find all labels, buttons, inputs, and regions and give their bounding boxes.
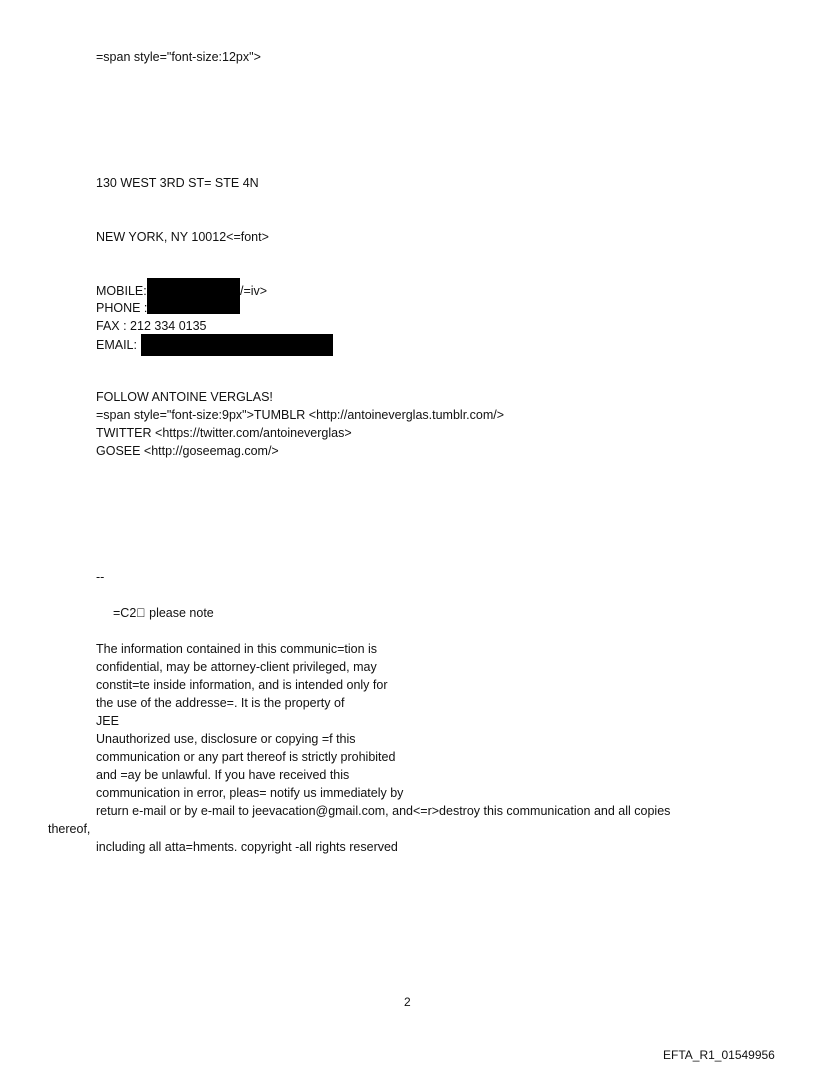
span-style-line: =span style="font-size:12px">: [96, 50, 261, 64]
redaction-box-email: [141, 334, 333, 356]
page-number: 2: [404, 995, 411, 1009]
mobile-label: MOBILE:: [96, 284, 147, 298]
redaction-box-phone: [147, 278, 240, 314]
disclaimer-line: JEE: [96, 714, 119, 728]
disclaimer-line: including all atta=hments. copyright -all rights reserved: [96, 840, 398, 854]
disclaimer-line: The information contained in this communic=tion is: [96, 642, 378, 656]
twitter-line: TWITTER <https://twitter.com/antoineverglas>: [96, 426, 352, 440]
bates-number: EFTA_R1_01549956: [663, 1048, 775, 1062]
please-note-line: =C2  please note: [113, 606, 214, 620]
disclaimer-line: confidential, may be attorney-client privileged, may: [96, 660, 377, 674]
disclaimer-line: thereof,: [48, 822, 91, 836]
fax-line: FAX : 212 334 0135: [96, 319, 207, 333]
gosee-line: GOSEE <http://goseemag.com/>: [96, 444, 279, 458]
disclaimer-line: communication or any part thereof is strictly prohibited: [96, 750, 396, 764]
disclaimer-line: return e-mail or by e-mail to jeevacation@gmail.com, and<=r>destroy this communication and all copies: [96, 804, 671, 818]
mobile-tail: /=iv>: [240, 284, 268, 298]
address-line-2: NEW YORK, NY 10012<=font>: [96, 230, 269, 244]
follow-heading: FOLLOW ANTOINE VERGLAS!: [96, 390, 273, 404]
signature-dashes: --: [96, 570, 105, 584]
phone-label: PHONE :: [96, 301, 148, 315]
disclaimer-line: communication in error, pleas= notify us immediately by: [96, 786, 404, 800]
address-line-1: 130 WEST 3RD ST= STE 4N: [96, 176, 259, 190]
disclaimer-line: and =ay be unlawful. If you have received this: [96, 768, 350, 782]
disclaimer-line: the use of the addresse=. It is the property of: [96, 696, 345, 710]
disclaimer-line: constit=te inside information, and is intended only for: [96, 678, 388, 692]
email-label: EMAIL:: [96, 338, 137, 352]
disclaimer-line: Unauthorized use, disclosure or copying =f this: [96, 732, 356, 746]
tumblr-line: =span style="font-size:9px">TUMBLR <http://antoineverglas.tumblr.com/>: [96, 408, 505, 422]
